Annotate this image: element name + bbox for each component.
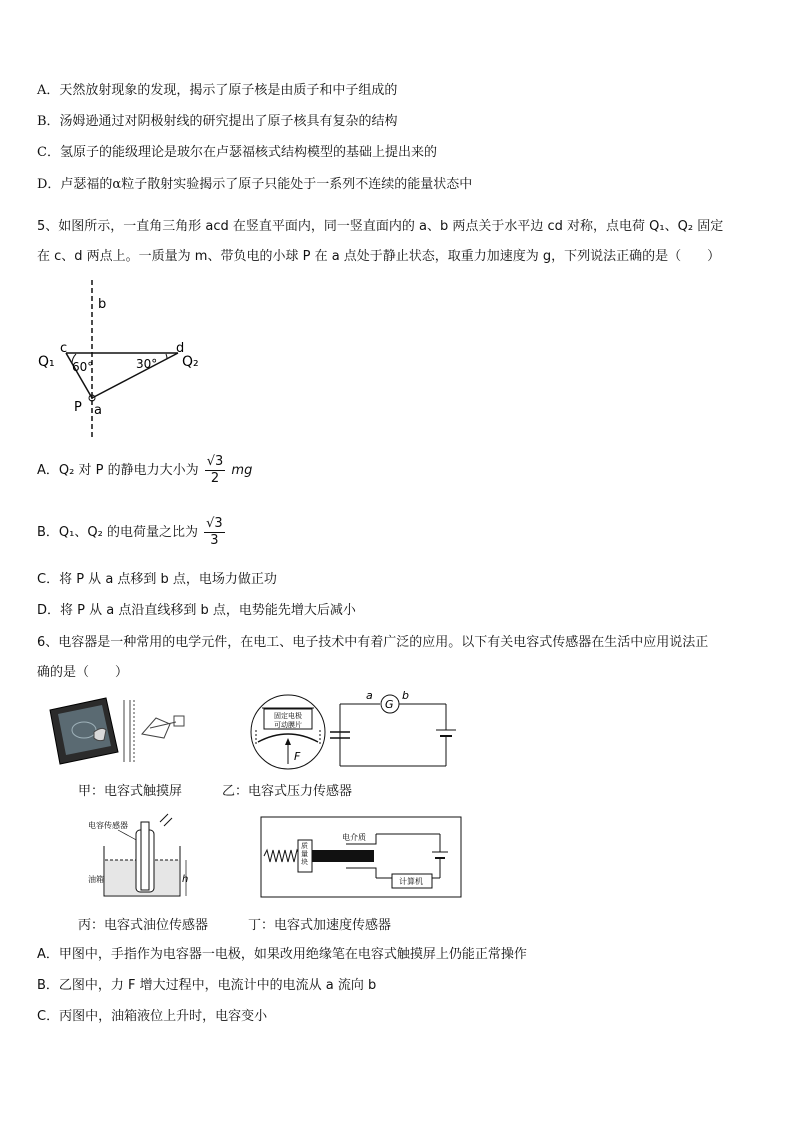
caption-jia: 甲：电容式触摸屏 bbox=[78, 784, 183, 799]
q6-option-a: A．甲图中，手指作为电容器一电极，如果改用绝缘笔在电容式触摸屏上仍能正常操作 bbox=[37, 947, 527, 962]
q5-option-c: C．将 P 从 a 点移到 b 点，电场力做正功 bbox=[37, 572, 277, 587]
label-force-f: F bbox=[294, 750, 301, 763]
q5-option-d: D．将 P 从 a 点沿直线移到 b 点，电势能先增大后减小 bbox=[37, 603, 356, 618]
q4-option-a: A．天然放射现象的发现，揭示了原子核是由质子和中子组成的 bbox=[37, 83, 398, 98]
caption-bing: 丙：电容式油位传感器 bbox=[78, 918, 209, 933]
label-q2: Q₂ bbox=[182, 354, 199, 370]
q6-option-b: B．乙图中，力 F 增大过程中，电流计中的电流从 a 流向 b bbox=[37, 978, 377, 993]
q5-option-b-numerator: √3 bbox=[206, 516, 223, 531]
q5-option-a-suffix: mg bbox=[231, 463, 253, 478]
label-dielectric: 电介质 bbox=[342, 833, 366, 842]
label-d: d bbox=[176, 341, 185, 356]
label-p: P bbox=[74, 400, 82, 415]
label-angle-60: 60° bbox=[72, 360, 94, 374]
q4-option-b: B．汤姆逊通过对阴极射线的研究提出了原子核具有复杂的结构 bbox=[37, 114, 398, 129]
q5-option-a-numerator: √3 bbox=[206, 454, 224, 469]
figure-ding-accelerometer bbox=[260, 816, 462, 898]
q4-option-d: D．卢瑟福的α粒子散射实验揭示了原子只能处于一系列不连续的能量状态中 bbox=[37, 177, 473, 192]
q5-stem-line1: 5、如图所示，一直角三角形 acd 在竖直平面内，同一竖直面内的 a、b 两点关于水平边 cd 对称，点电荷 Q₁、Q₂ 固定 bbox=[37, 219, 724, 234]
q5-option-b bbox=[37, 516, 227, 549]
label-height-h: h bbox=[182, 874, 189, 885]
label-a: a bbox=[94, 403, 102, 418]
q5-option-a-fraction bbox=[205, 454, 226, 487]
caption-ding: 丁：电容式加速度传感器 bbox=[248, 918, 392, 933]
label-point-b: b bbox=[402, 690, 409, 702]
q5-option-b-fraction bbox=[204, 516, 225, 549]
q6-option-c: C．丙图中，油箱液位上升时，电容变小 bbox=[37, 1009, 268, 1024]
q5-option-b-prefix: B．Q₁、Q₂ 的电荷量之比为 bbox=[37, 525, 198, 540]
q5-stem-line2: 在 c、d 两点上。一质量为 m、带负电的小球 P 在 a 点处于静止状态，取重力加速度为 g，下列说法正确的是（ ） bbox=[37, 249, 721, 264]
q5-option-a-denominator: 2 bbox=[210, 471, 220, 486]
caption-yi: 乙：电容式压力传感器 bbox=[222, 784, 353, 799]
label-point-a: a bbox=[366, 690, 373, 702]
q6-stem-line1: 6、电容器是一种常用的电学元件，在电工、电子技术中有着广泛的应用。以下有关电容式传感器在生活中应用说法正 bbox=[37, 635, 709, 650]
q5-option-b-denominator: 3 bbox=[210, 533, 219, 548]
label-fixed-electrode: 固定电极 bbox=[274, 712, 302, 720]
q5-triangle-figure bbox=[36, 276, 236, 442]
q5-option-a bbox=[37, 454, 252, 487]
figure-jia-touchscreen bbox=[46, 694, 196, 766]
q4-option-c: C．氢原子的能级理论是玻尔在卢瑟福核式结构模型的基础上提出来的 bbox=[37, 145, 437, 160]
q6-stem-line2: 确的是（ ） bbox=[37, 665, 129, 680]
label-mass-block: 质量块 bbox=[301, 842, 308, 866]
label-q1: Q₁ bbox=[38, 354, 55, 370]
label-b: b bbox=[98, 297, 107, 312]
label-c: c bbox=[60, 341, 68, 356]
figure-yi-pressure-sensor bbox=[250, 690, 460, 775]
galvanometer-g: G bbox=[385, 698, 394, 711]
q5-option-a-prefix: A．Q₂ 对 P 的静电力大小为 bbox=[37, 463, 199, 478]
label-movable-membrane: 可动膜片 bbox=[274, 721, 302, 729]
figure-bing-oil-level bbox=[82, 812, 194, 902]
label-angle-30: 30° bbox=[136, 357, 158, 371]
label-computer: 计算机 bbox=[399, 877, 423, 886]
label-capacitive-sensor: 电容传感器 bbox=[88, 821, 128, 830]
label-oil-tank: 油箱 bbox=[88, 875, 104, 884]
